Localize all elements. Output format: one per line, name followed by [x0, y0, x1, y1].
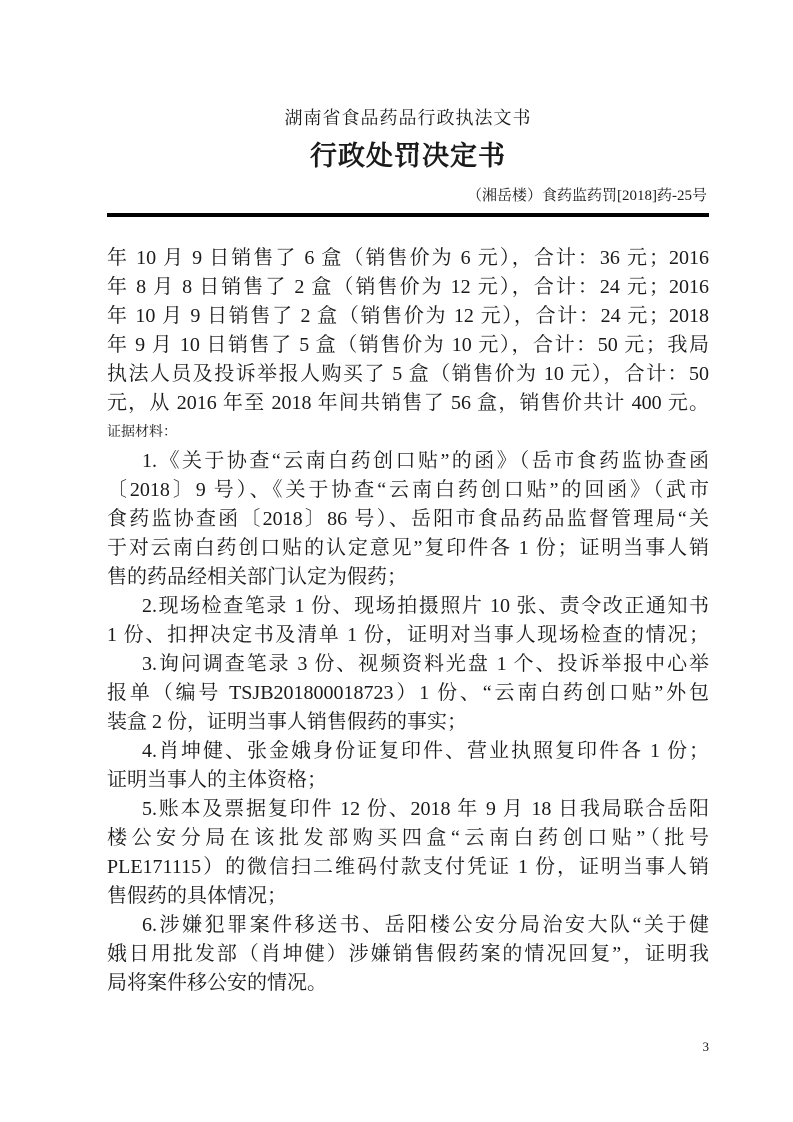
text-line-evidence-item-6-1: 6.涉嫌犯罪案件移送书、岳阳楼公安分局治安大队“关于健	[142, 914, 709, 936]
document-category-heading: 湖南省食品药品行政执法文书	[284, 108, 532, 128]
text-line-evidence-item-4-2: 证明当事人的主体资格；	[107, 769, 327, 791]
text-line-evidence-item-3-1: 3.询问调查笔录 3 份、视频资料光盘 1 个、投诉举报中心举	[142, 653, 709, 675]
header-divider	[107, 213, 709, 217]
text-line-sales-summary-1: 年 10 月 9 日销售了 6 盒（销售价为 6 元），合计：36 元；2016	[107, 247, 709, 269]
text-line-evidence-item-6-2: 娥日用批发部（肖坤健）涉嫌销售假药案的情况回复”，证明我	[107, 943, 709, 965]
document-reference-number: （湘岳楼）食药监药罚[2018]药-25号	[467, 188, 707, 204]
page-title: 行政处罚决定书	[310, 141, 506, 171]
text-line-evidence-item-5-2: 楼公安分局在该批发部购买四盒“云南白药创口贴”（批号	[107, 827, 709, 849]
text-line-evidence-item-3-3: 装盒 2 份，证明当事人销售假药的事实；	[107, 711, 467, 733]
text-line-evidence-item-2-1: 2.现场检查笔录 1 份、现场拍摄照片 10 张、责令改正通知书	[142, 595, 709, 617]
doc-body	[107, 244, 709, 998]
text-line-evidence-item-1-3: 食药监协查函〔2018〕86 号）、岳阳市食品药品监督管理局“关	[107, 508, 709, 530]
text-line-sales-summary-6: 元，从 2016 年至 2018 年间共销售了 56 盒，销售价共计 400 元。	[107, 392, 709, 414]
text-line-evidence-item-3-2: 报单（编号 TSJB201800018723）1 份、“云南白药创口贴”外包	[107, 682, 709, 704]
page-number: 3	[702, 1039, 709, 1054]
text-line-evidence-item-5-4: 售假药的具体情况；	[107, 885, 287, 907]
text-line-sales-summary-4: 年 9 月 10 日销售了 5 盒（销售价为 10 元），合计：50 元；我局	[107, 334, 709, 356]
text-line-evidence-item-6-3: 局将案件移公安的情况。	[107, 972, 327, 994]
text-line-evidence-item-1-5: 售的药品经相关部门认定为假药；	[107, 566, 407, 588]
text-line-evidence-label-1: 证据材料：	[107, 425, 177, 440]
text-line-evidence-item-2-2: 1 份、扣押决定书及清单 1 份，证明对当事人现场检查的情况；	[107, 624, 709, 646]
text-line-sales-summary-3: 年 10 月 9 日销售了 2 盒（销售价为 12 元），合计：24 元；2018	[107, 305, 709, 327]
text-line-evidence-item-4-1: 4.肖坤健、张金娥身份证复印件、营业执照复印件各 1 份；	[142, 740, 709, 762]
text-line-evidence-item-1-1: 1.《关于协查“云南白药创口贴”的函》（岳市食药监协查函	[142, 450, 709, 472]
text-line-evidence-item-5-3: PLE171115）的微信扫二维码付款支付凭证 1 份，证明当事人销	[107, 856, 709, 878]
text-line-evidence-item-1-4: 于对云南白药创口贴的认定意见”复印件各 1 份；证明当事人销	[107, 537, 709, 559]
text-line-sales-summary-2: 年 8 月 8 日销售了 2 盒（销售价为 12 元），合计：24 元；2016	[107, 276, 709, 298]
text-line-evidence-item-1-2: 〔2018〕9 号）、《关于协查“云南白药创口贴”的回函》（武市	[107, 479, 709, 501]
text-line-evidence-item-5-1: 5.账本及票据复印件 12 份、2018 年 9 月 18 日我局联合岳阳	[142, 798, 709, 820]
text-line-sales-summary-5: 执法人员及投诉举报人购买了 5 盒（销售价为 10 元），合计：50	[107, 363, 709, 385]
